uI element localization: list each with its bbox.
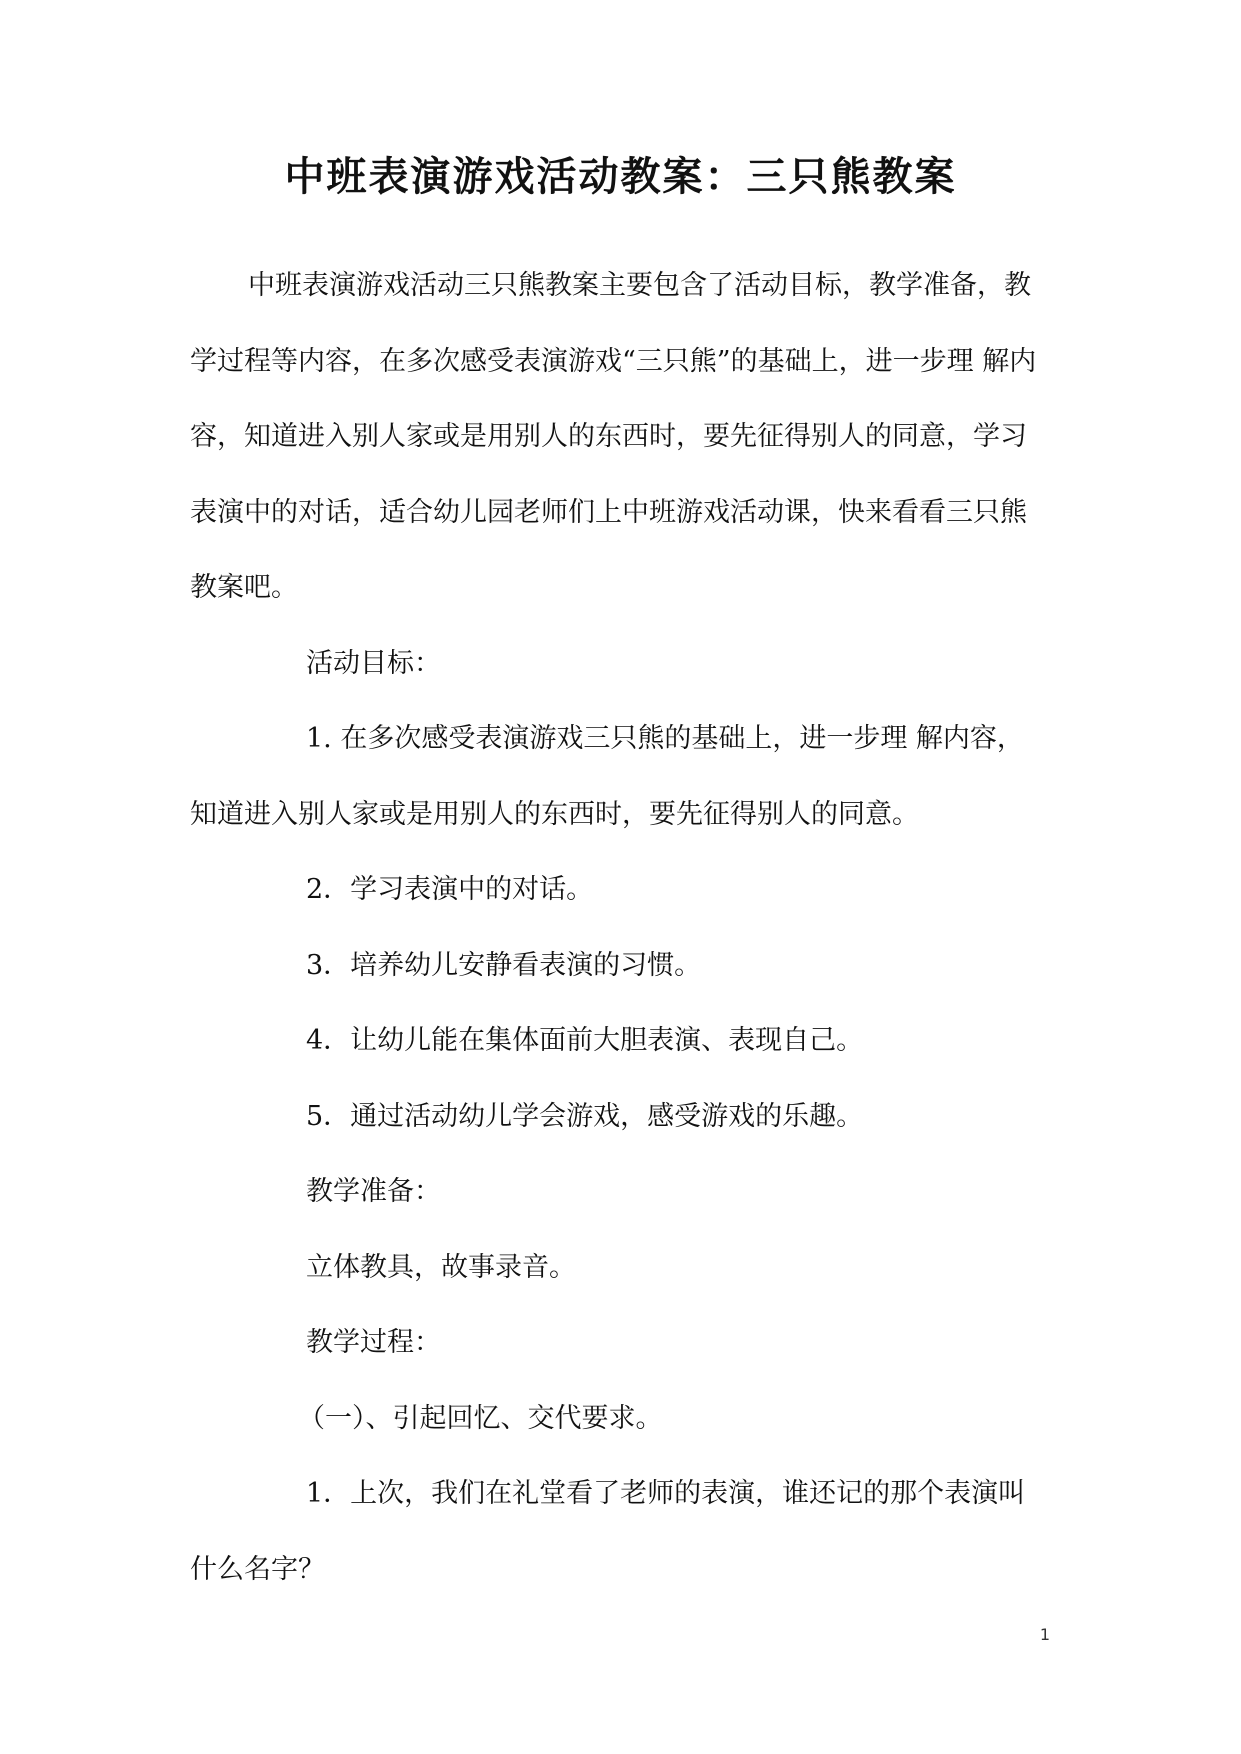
prep-heading: 教学准备：: [306, 1176, 441, 1207]
document-body: [190, 248, 1050, 1607]
process-question-1: 1．上次，我们在礼堂看了老师的表演，谁还记的那个表演叫什么名字？: [190, 1478, 1026, 1585]
goal-item-4: 4．让幼儿能在集体面前大胆表演、表现自己。: [306, 1025, 864, 1056]
goal-item-2: 2．学习表演中的对话。: [306, 874, 594, 905]
page-number: 1: [1039, 1625, 1051, 1644]
intro-paragraph: 中班表演游戏活动三只熊教案主要包含了活动目标，教学准备，教学过程等内容，在多次感受表演游戏“三只熊”的基础上，进一步理 解内容，知道进入别人家或是用别人的东西时，要先征得别人的同意，学习表演中的对话，适合幼儿园老师们上中班游戏活动课，快来看看三只熊教案吧。: [190, 270, 1037, 603]
goal-item-5: 5．通过活动幼儿学会游戏，感受游戏的乐趣。: [306, 1100, 864, 1132]
process-heading: 教学过程：: [306, 1327, 441, 1358]
prep-text: 立体教具，故事录音。: [306, 1251, 576, 1283]
process-step-1: （一）、引起回忆、交代要求。: [298, 1402, 663, 1434]
goals-heading: 活动目标：: [306, 647, 441, 679]
goal-item-3: 3．培养幼儿安静看表演的习惯。: [306, 949, 702, 981]
goal-item-1: 1. 在多次感受表演游戏三只熊的基础上，进一步理 解内容，知道进入别人家或是用别人的东西时，要先征得别人的同意。: [190, 723, 1024, 830]
document-title: 中班表演游戏活动教案：三只熊教案: [284, 153, 957, 200]
